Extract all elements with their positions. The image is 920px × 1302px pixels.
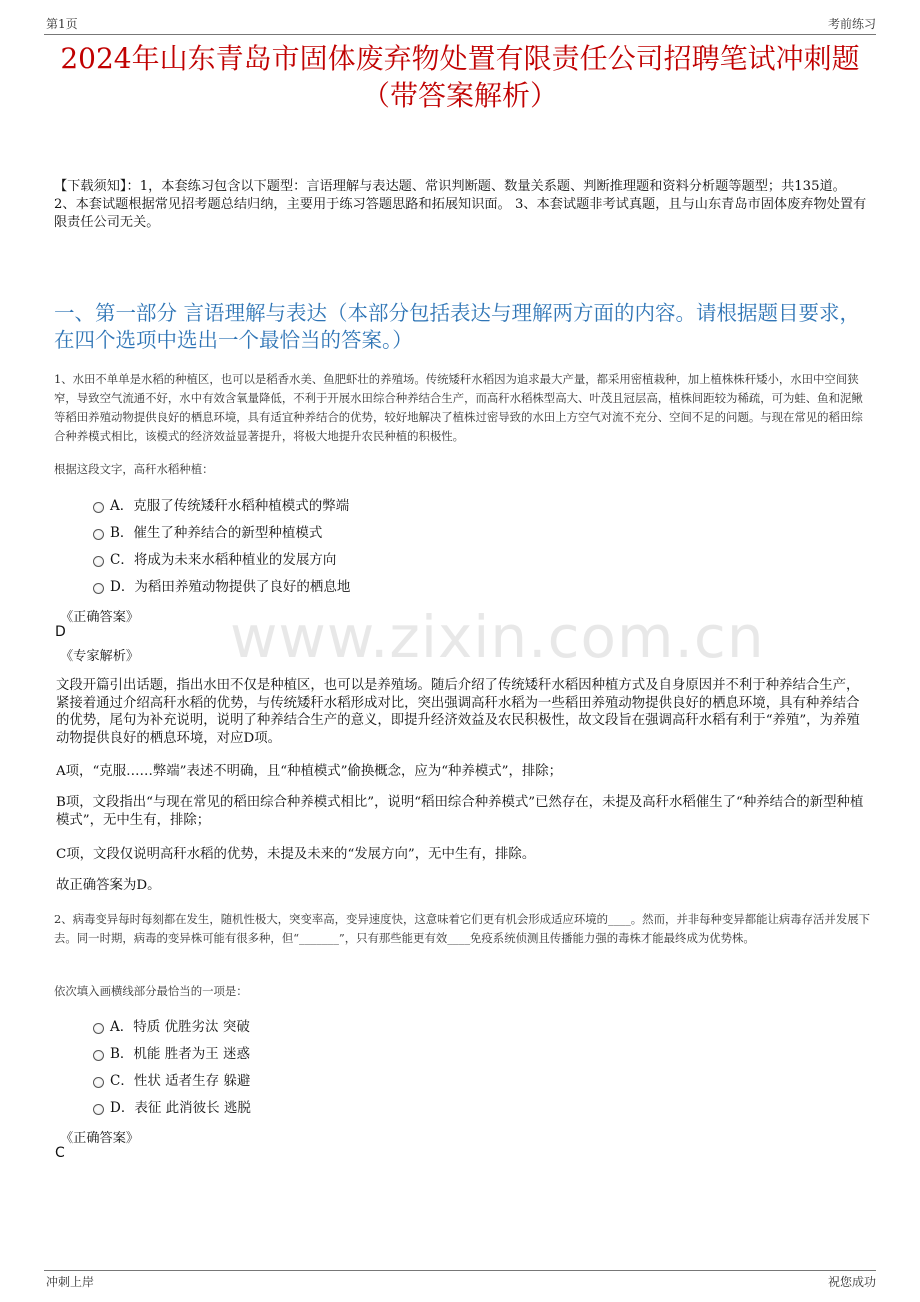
- q1-answer-label: 《正确答案》: [60, 610, 140, 625]
- radio-icon[interactable]: [93, 1104, 104, 1115]
- radio-icon[interactable]: [93, 1050, 104, 1061]
- option-label: A．克服了传统矮秆水稻种植模式的弊端: [110, 498, 350, 514]
- analysis-paragraph: B项，文段指出“与现在常见的稻田综合种养模式相比”，说明“稻田综合种养模式”已然存在，未提及高秆水稻催生了“种养结合的新型种植模式”，无中生有，排除；: [56, 795, 864, 828]
- watermark: www.zixin.com.cn: [230, 603, 765, 671]
- question-2-text: 2、病毒变异每时每刻都在发生，随机性极大，突变率高，变异速度快，这意味着它们更有机会形成适应环境的____。然而，并非每种变异都能让病毒存活并发展下去。同一时期，病毒的变异株可能有很多种，但“_______”，只有那些能更有效____免疫系统侦测且传播能力强的毒株才能最终成为优势株。: [54, 912, 870, 945]
- option-label: B．催生了种养结合的新型种植模式: [110, 525, 323, 541]
- radio-icon[interactable]: [93, 583, 104, 594]
- q2-option-b[interactable]: [93, 1044, 250, 1064]
- document-title: 2024年山东青岛市固体废弃物处置有限责任公司招聘笔试冲刺题（带答案解析）: [60, 42, 860, 112]
- option-label: A．特质 优胜劣汰 突破: [110, 1019, 250, 1035]
- section-heading: 一、第一部分 言语理解与表达（本部分包括表达与理解两方面的内容。请根据题目要求，在四个选项中选出一个最恰当的答案。）: [54, 301, 861, 352]
- q1-option-a[interactable]: [93, 496, 349, 516]
- option-label: D．为稻田养殖动物提供了良好的栖息地: [110, 579, 351, 595]
- question-1-prompt: 根据这段文字，高秆水稻种植：: [54, 462, 214, 476]
- download-notice: 【下载须知】：1，本套练习包含以下题型：言语理解与表达题、常识判断题、数量关系题、判断推理题和资料分析题等题型；共135道。 2、本套试题根据常见招考题总结归纳，主要用于练习答题思路和拓展知识面。 3、本套试题非考试真题，且与山东青岛市固体废弃物处置有限责任公司无关。: [54, 179, 867, 230]
- page-number: 第1页: [46, 17, 78, 31]
- analysis-paragraph: A项，“克服……弊端”表述不明确，且“种植模式”偷换概念，应为“种养模式”，排除；: [56, 764, 563, 779]
- radio-icon[interactable]: [93, 1023, 104, 1034]
- q2-option-d[interactable]: [93, 1098, 251, 1118]
- radio-icon[interactable]: [93, 529, 104, 540]
- header-tag: 考前练习: [827, 17, 876, 31]
- q1-option-d[interactable]: [93, 577, 350, 597]
- q2-answer-label: 《正确答案》: [60, 1131, 140, 1146]
- footer-left: 冲刺上岸: [46, 1275, 95, 1289]
- radio-icon[interactable]: [93, 502, 104, 513]
- analysis-paragraph: 文段开篇引出话题，指出水田不仅是种植区，也可以是养殖场。随后介绍了传统矮秆水稻因种植方式及自身原因并不利于种养结合生产，紧接着通过介绍高秆水稻的优势，与传统矮秆水稻形成对比，突出强调高秆水稻为一些稻田养殖动物提供良好的栖息环境，具有种养结合的优势，尾句为补充说明，说明了种养结合生产的意义，即提升经济效益及农民积极性，故文段旨在强调高秆水稻有利于“养殖”，为养殖动物提供良好的栖息环境，对应D项。: [56, 678, 860, 746]
- q2-answer-value: C: [55, 1145, 65, 1161]
- q2-option-c[interactable]: [93, 1071, 250, 1091]
- option-label: C．性状 适者生存 躲避: [110, 1073, 251, 1089]
- radio-icon[interactable]: [93, 1077, 104, 1088]
- analysis-paragraph: C项，文段仅说明高秆水稻的优势，未提及未来的“发展方向”，无中生有，排除。: [56, 847, 536, 862]
- q1-analysis-label: 《专家解析》: [60, 649, 140, 664]
- analysis-paragraph: 故正确答案为D。: [56, 878, 161, 893]
- option-label: B．机能 胜者为王 迷惑: [110, 1046, 251, 1062]
- question-1-text: 1、水田不单单是水稻的种植区，也可以是稻香水美、鱼肥虾壮的养殖场。传统矮秆水稻因为追求最大产量，都采用密植栽种，加上植株株秆矮小，水田中空间狭窄，导致空气流通不好，水中有效含氧量降低，不利于开展水田综合种养结合生产，而高秆水稻株型高大、叶茂且冠层高，植株间距较为稀疏，可为蛙、鱼和泥鳅等稻田养殖动物提供良好的栖息环境，具有适宜种养结合的优势，较好地解决了植株过密导致的水田上方空气对流不充分、空间不足的问题。与现在常见的稻田综合种养模式相比，该模式的经济效益显著提升，将极大地提升农民种植的积极性。: [54, 372, 863, 443]
- radio-icon[interactable]: [93, 556, 104, 567]
- q1-option-b[interactable]: [93, 523, 322, 543]
- q1-answer-value: D: [55, 624, 66, 640]
- option-label: D．表征 此消彼长 逃脱: [110, 1100, 251, 1116]
- page-footer: [44, 1270, 876, 1291]
- option-label: C．将成为未来水稻种植业的发展方向: [110, 552, 337, 568]
- page-header: [44, 12, 876, 35]
- q2-option-a[interactable]: [93, 1017, 250, 1037]
- q1-option-c[interactable]: [93, 550, 336, 570]
- footer-right: 祝您成功: [827, 1275, 876, 1289]
- question-2-prompt: 依次填入画横线部分最恰当的一项是：: [54, 984, 248, 998]
